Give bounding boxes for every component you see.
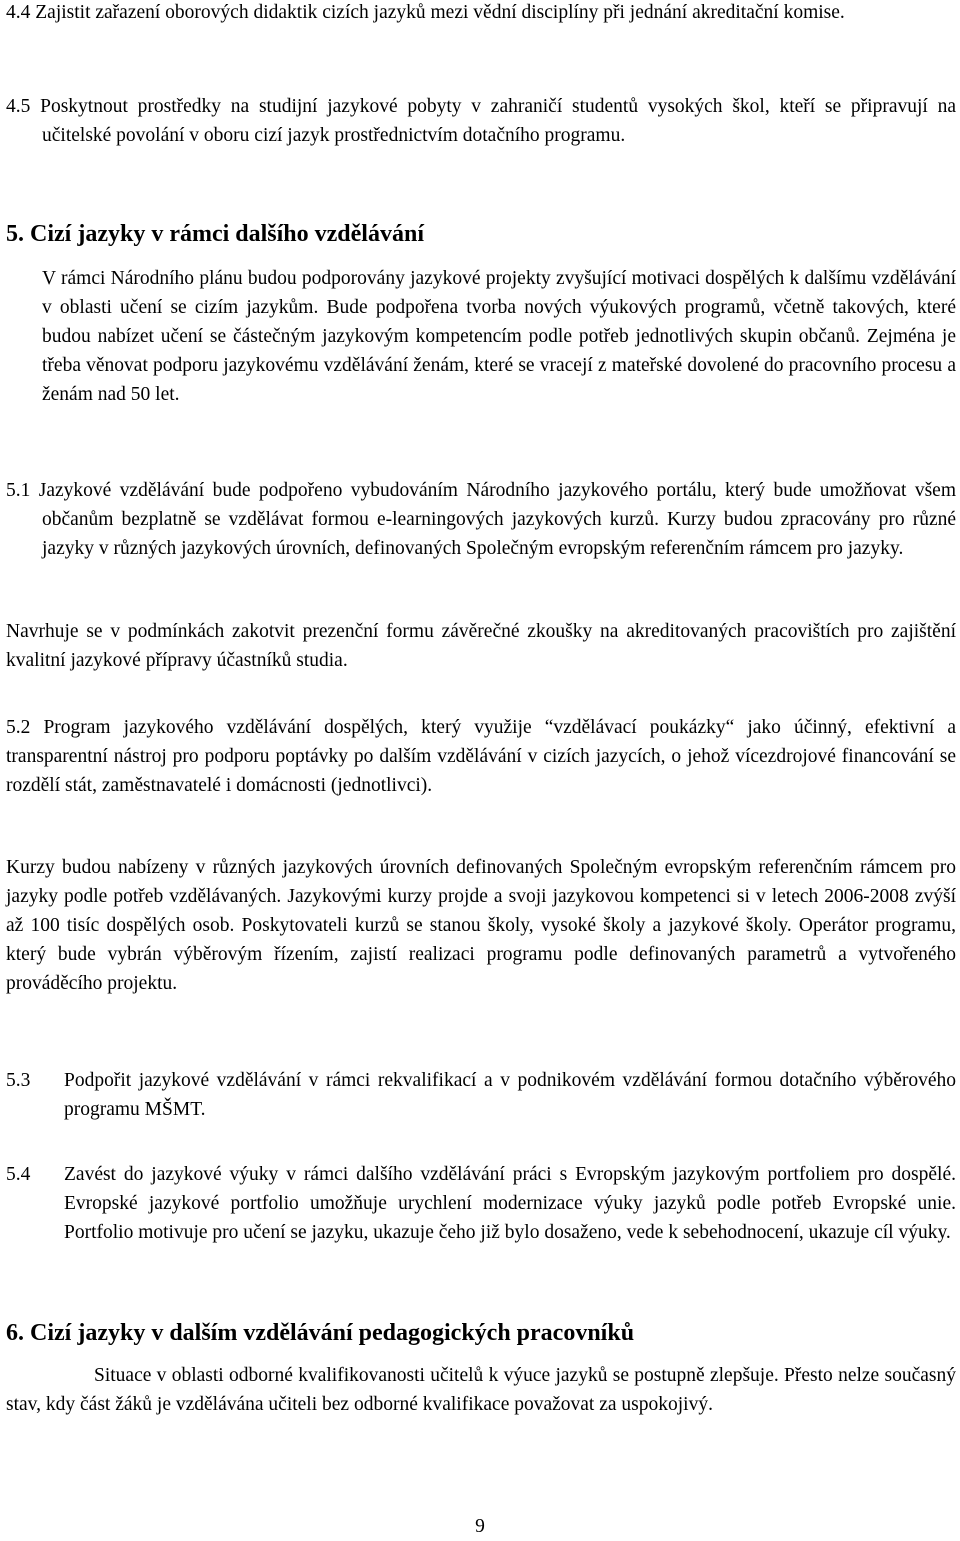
section-5-heading: 5. Cizí jazyky v rámci dalšího vzdělávání [6,221,424,247]
paragraph-5-2: 5.2 Program jazykového vzdělávání dospělých, který využije “vzdělávací poukázky“ jako účinný, efektivní a transparentní nástroj pro podporu poptávky po dalším vzdělávání v cizích jazycích, o jehož vícezdrojové financování se rozdělí stát, zaměstnavatelé i domácnosti (jednotlivci). [6,717,956,796]
list-item-number: 5.3 [6,1070,31,1091]
section-6-intro: Situace v oblasti odborné kvalifikovanosti učitelů k výuce jazyků se postupně zlepšuje. Přesto nelze současný stav, kdy část žáků je vzdělávána učiteli bez odborné kvalifikace považovat za uspokojivý. [6,1365,956,1415]
page-number: 9 [475,1516,485,1537]
section-6-heading: 6. Cizí jazyky v dalším vzdělávání pedagogických pracovníků [6,1320,635,1346]
paragraph-5-1: 5.1 Jazykové vzdělávání bude podpořeno vybudováním Národního jazykového portálu, který bude umožňovat všem občanům bezplatně se vzdělávat formou e-learningových jazykových kurzů. Kurzy budou zpracovány pro různé jazyky v různých jazykových úrovních, definovaných Společným evropským referenčním rámcem pro jazyky. [6,480,956,559]
list-item-text: Podpořit jazykové vzdělávání v rámci rekvalifikací a v podnikovém vzdělávání formou dotačního výběrového programu MŠMT. [64,1070,956,1120]
paragraph-5-2-courses: Kurzy budou nabízeny v různých jazykových úrovních definovaných Společným evropským referenčním rámcem pro jazyky podle potřeb vzdělávaných. Jazykovými kurzy projde a svoji jazykovou kompetenci si v letech 2006-2008 zvýší až 100 tisíc dospělých osob. Poskytovateli kurzů se stanou školy, vysoké školy a jazykové školy. Operátor programu, který bude vybrán výběrovým řízením, zajistí realizaci programu podle definovaných parametrů a vytvořeného prováděcího projektu. [6,857,956,994]
paragraph-4-5: 4.5 Poskytnout prostředky na studijní jazykové pobyty v zahraničí studentů vysokých škol, kteří se připravují na učitelské povolání v oboru cizí jazyk prostřednictvím dotačního programu. [6,96,956,146]
paragraph-5-1-proposal: Navrhuje se v podmínkách zakotvit prezenční formu závěrečné zkoušky na akreditovaných pracovištích pro zajištění kvalitní jazykové přípravy účastníků studia. [6,621,956,671]
list-item-number: 5.4 [6,1164,31,1185]
paragraph-4-4: 4.4 Zajistit zařazení oborových didaktik cizích jazyků mezi vědní disciplíny při jednání akreditační komise. [6,2,845,23]
list-item-text: Zavést do jazykové výuky v rámci dalšího vzdělávání práci s Evropským jazykovým portfoliem pro dospělé. Evropské jazykové portfolio umožňuje urychlení modernizace výuky jazyků podle potřeb Evropské unie. Portfolio motivuje pro učení se jazyku, ukazuje čeho již bylo dosaženo, vede k sebehodnocení, ukazuje cíl výuky. [64,1164,956,1243]
section-5-intro: V rámci Národního plánu budou podporovány jazykové projekty zvyšující motivaci dospělých k dalšímu vzdělávání v oblasti učení se cizím jazykům. Bude podpořena tvorba nových výukových programů, včetně takových, které budou nabízet učení se částečným jazykovým kompetencím podle potřeb jednotlivých skupin občanů. Zejména je třeba věnovat podporu jazykovému vzdělávání ženám, které se vracejí z mateřské dovolené do pracovního procesu a ženám nad 50 let. [42,268,956,405]
